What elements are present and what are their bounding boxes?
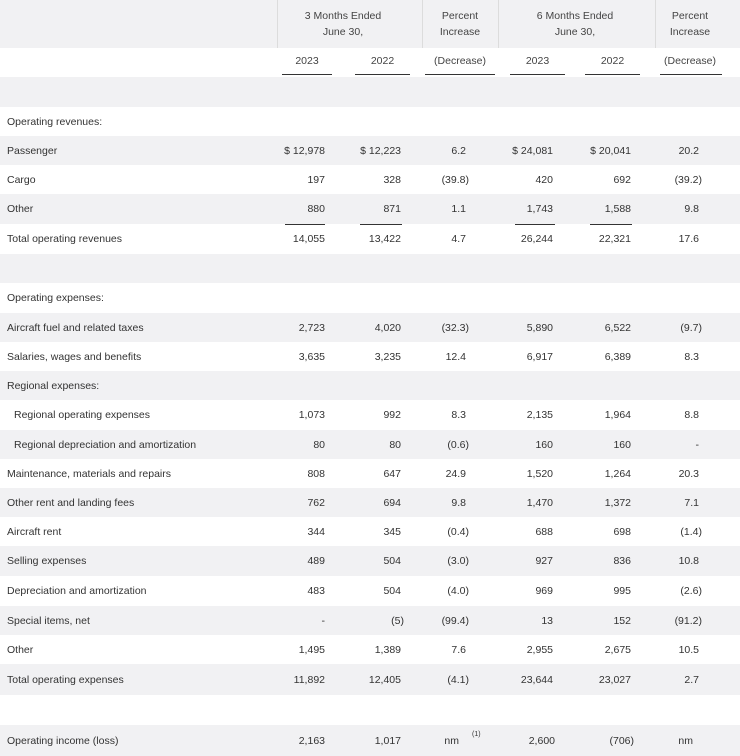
row-label: Regional depreciation and amortization bbox=[14, 438, 197, 451]
cell-3m-pct: 7.6 bbox=[451, 643, 466, 656]
header-group-6m bbox=[530, 8, 620, 40]
cell-3m-2023: 14,055 bbox=[292, 233, 325, 245]
table-row bbox=[0, 313, 740, 342]
row-label: Depreciation and amortization bbox=[7, 585, 147, 597]
row-label: Cargo bbox=[7, 173, 36, 186]
table-row bbox=[0, 576, 740, 606]
header-label: Percent bbox=[671, 10, 709, 22]
cell-3m-pct: (3.0) bbox=[447, 555, 469, 567]
spacer-row bbox=[0, 254, 740, 283]
row-label: Other bbox=[7, 203, 34, 215]
cell-6m-2022: 1,264 bbox=[604, 467, 631, 480]
header-label: 3 Months Ended bbox=[304, 10, 382, 22]
cell-6m-2022: 6,522 bbox=[604, 321, 631, 334]
cell-6m-2023: 5,890 bbox=[526, 321, 553, 334]
row-label: Regional expenses: bbox=[7, 379, 100, 392]
cell-6m-pct: 2.7 bbox=[684, 673, 699, 686]
row-label: Aircraft fuel and related taxes bbox=[7, 321, 144, 334]
row-label: Operating revenues: bbox=[7, 115, 103, 128]
table-row bbox=[0, 400, 740, 430]
cell-3m-2022: 1,389 bbox=[374, 643, 401, 656]
cell-3m-2023: 762 bbox=[307, 496, 325, 509]
cell-3m-pct: (4.1) bbox=[447, 673, 469, 686]
cell-6m-2022: 2,675 bbox=[604, 643, 631, 656]
table-row bbox=[0, 165, 740, 194]
cell-6m-2022: 836 bbox=[613, 555, 631, 567]
row-label: Selling expenses bbox=[7, 555, 87, 567]
cell-6m-2022: 1,588 bbox=[604, 203, 631, 215]
cell-3m-pct: 6.2 bbox=[451, 144, 466, 157]
row-label: Maintenance, materials and repairs bbox=[7, 467, 172, 480]
cell-3m-2022: 3,235 bbox=[374, 350, 401, 363]
table-row bbox=[0, 459, 740, 488]
row-label: Total operating revenues bbox=[7, 233, 122, 245]
cell-6m-2023: 26,244 bbox=[520, 233, 553, 245]
cell-6m-pct: 10.5 bbox=[678, 643, 699, 656]
cell-6m-2022: (706) bbox=[609, 734, 634, 747]
cell-6m-2022: 698 bbox=[613, 525, 631, 538]
cell-6m-pct: (1.4) bbox=[680, 525, 702, 538]
cell-3m-2023: - bbox=[321, 614, 325, 627]
header-label: Percent bbox=[441, 10, 479, 22]
header-label: 6 Months Ended bbox=[536, 10, 614, 22]
cell-6m-2023: 927 bbox=[535, 555, 553, 567]
row-label: Other bbox=[7, 643, 34, 656]
col-header-3m-2023: 2023 bbox=[295, 55, 319, 67]
header-group-3m bbox=[300, 8, 386, 40]
cell-6m-2023: 160 bbox=[535, 438, 553, 451]
cell-6m-pct: (2.6) bbox=[680, 585, 702, 597]
cell-6m-2022: 1,372 bbox=[604, 496, 631, 509]
cell-6m-2022: 995 bbox=[613, 585, 631, 597]
cell-6m-2023: 688 bbox=[535, 525, 553, 538]
cell-6m-2022: 6,389 bbox=[604, 350, 631, 363]
cell-6m-pct: - bbox=[695, 438, 699, 451]
cell-6m-2022: 1,964 bbox=[604, 409, 631, 421]
cell-3m-2023: 344 bbox=[307, 525, 325, 538]
cell-6m-2023: 420 bbox=[535, 173, 553, 186]
cell-6m-pct: 20.3 bbox=[678, 467, 699, 480]
cell-6m-2023: 13 bbox=[541, 614, 553, 627]
cell-6m-2023: $ 24,081 bbox=[512, 144, 553, 157]
col-header-6m-2023: 2023 bbox=[525, 55, 550, 67]
cell-3m-2022: 504 bbox=[383, 555, 401, 567]
cell-3m-2022: 647 bbox=[383, 467, 401, 480]
cell-3m-2023: 1,495 bbox=[298, 643, 325, 656]
cell-3m-2023: 3,635 bbox=[298, 350, 325, 363]
row-label: Operating income (loss) bbox=[7, 734, 119, 747]
cell-3m-2022: 345 bbox=[383, 525, 401, 538]
table-row bbox=[0, 635, 740, 664]
cell-3m-2022: 992 bbox=[383, 409, 401, 421]
cell-3m-2022: $ 12,223 bbox=[360, 144, 401, 157]
table-row bbox=[0, 517, 740, 546]
cell-3m-2022: 1,017 bbox=[374, 734, 401, 747]
cell-6m-2022: 152 bbox=[613, 614, 631, 627]
cell-3m-pct: (0.6) bbox=[447, 438, 469, 451]
cell-6m-2022: $ 20,041 bbox=[590, 144, 631, 157]
table-row bbox=[0, 546, 740, 576]
cell-3m-2022: 4,020 bbox=[374, 321, 401, 334]
table-row bbox=[0, 725, 740, 756]
cell-3m-2023: 2,163 bbox=[298, 734, 325, 747]
table-row bbox=[0, 342, 740, 371]
header-label: June 30, bbox=[322, 26, 364, 38]
cell-3m-pct: 24.9 bbox=[445, 467, 466, 480]
cell-6m-pct: (39.2) bbox=[674, 173, 702, 186]
cell-3m-2022: 871 bbox=[383, 203, 401, 215]
cell-3m-2023: 808 bbox=[307, 467, 325, 480]
cell-6m-2023: 1,520 bbox=[526, 467, 553, 480]
row-label: Operating expenses: bbox=[7, 292, 104, 304]
cell-6m-2023: 2,600 bbox=[528, 734, 555, 747]
table-row bbox=[0, 371, 740, 400]
cell-3m-2022: 12,405 bbox=[368, 673, 401, 686]
cell-3m-pct: nm bbox=[444, 734, 459, 747]
cell-6m-2023: 1,470 bbox=[526, 496, 553, 509]
col-header-3m-pct: (Decrease) bbox=[434, 55, 486, 67]
cell-6m-2023: 969 bbox=[535, 585, 553, 597]
cell-6m-pct: 9.8 bbox=[684, 203, 699, 215]
cell-6m-2022: 22,321 bbox=[598, 233, 631, 245]
cell-3m-pct: 8.3 bbox=[451, 409, 466, 421]
cell-3m-2022: 694 bbox=[383, 496, 401, 509]
cell-6m-pct: nm bbox=[678, 734, 693, 747]
cell-6m-pct: 8.3 bbox=[684, 350, 699, 363]
row-label: Special items, net bbox=[7, 614, 90, 627]
table-row bbox=[0, 664, 740, 695]
table-row bbox=[0, 488, 740, 517]
cell-6m-pct: (9.7) bbox=[680, 321, 702, 334]
cell-6m-2023: 1,743 bbox=[526, 203, 553, 215]
cell-3m-pct: (39.8) bbox=[441, 173, 469, 186]
cell-3m-2023: 11,892 bbox=[293, 673, 325, 686]
header-label: June 30, bbox=[554, 26, 596, 38]
cell-3m-2023: $ 12,978 bbox=[284, 144, 325, 157]
cell-6m-pct: 17.6 bbox=[678, 233, 699, 245]
cell-3m-2023: 483 bbox=[307, 585, 325, 597]
cell-3m-2023: 197 bbox=[307, 173, 325, 186]
row-label: Other rent and landing fees bbox=[7, 496, 135, 509]
cell-6m-pct: (91.2) bbox=[674, 614, 702, 627]
spacer-row bbox=[0, 695, 740, 725]
table-row bbox=[0, 136, 740, 165]
row-label: Regional operating expenses bbox=[14, 409, 151, 421]
cell-3m-2022: 328 bbox=[383, 173, 401, 186]
cell-3m-pct: (0.4) bbox=[447, 525, 469, 538]
cell-3m-pct: 9.8 bbox=[451, 496, 466, 509]
cell-3m-2022: 13,422 bbox=[368, 233, 401, 245]
cell-3m-2022: 80 bbox=[389, 438, 401, 451]
cell-3m-pct: (4.0) bbox=[447, 585, 469, 597]
row-label: Total operating expenses bbox=[7, 673, 124, 686]
cell-6m-pct: 20.2 bbox=[678, 144, 699, 157]
cell-3m-pct: 4.7 bbox=[451, 233, 466, 245]
cell-6m-2023: 23,644 bbox=[520, 673, 553, 686]
spacer-row bbox=[0, 77, 740, 107]
table-row bbox=[0, 430, 740, 459]
cell-3m-pct: (32.3) bbox=[441, 321, 469, 334]
col-header-6m-pct: (Decrease) bbox=[664, 55, 716, 67]
cell-6m-pct: 7.1 bbox=[684, 496, 699, 509]
table-row bbox=[0, 283, 740, 313]
table-row bbox=[0, 606, 740, 635]
cell-6m-pct: 10.8 bbox=[678, 555, 699, 567]
table-row bbox=[0, 224, 740, 254]
header-group-pct2 bbox=[655, 8, 725, 40]
header-label: Increase bbox=[669, 26, 711, 38]
cell-3m-pct: (99.4) bbox=[441, 614, 469, 627]
cell-3m-2022: (5) bbox=[391, 614, 404, 627]
cell-3m-pct: 1.1 bbox=[451, 203, 466, 215]
header-group-pct1 bbox=[425, 8, 495, 40]
cell-6m-2022: 692 bbox=[613, 173, 631, 186]
row-label: Salaries, wages and benefits bbox=[7, 350, 142, 363]
row-label: Passenger bbox=[7, 144, 58, 157]
cell-3m-2023: 880 bbox=[307, 203, 325, 215]
cell-3m-2023: 2,723 bbox=[298, 321, 325, 334]
col-header-3m-2022: 2022 bbox=[370, 55, 395, 67]
table-row bbox=[0, 194, 740, 224]
cell-6m-2023: 2,955 bbox=[526, 643, 553, 656]
cell-3m-2023: 80 bbox=[313, 438, 325, 451]
cell-3m-2023: 489 bbox=[307, 555, 325, 567]
row-label: Aircraft rent bbox=[7, 525, 62, 538]
cell-3m-pct: 12.4 bbox=[445, 350, 466, 363]
cell-6m-2023: 2,135 bbox=[526, 409, 553, 421]
cell-3m-2022: 504 bbox=[383, 585, 401, 597]
cell-6m-2023: 6,917 bbox=[526, 350, 553, 363]
cell-6m-pct: 8.8 bbox=[684, 409, 699, 421]
cell-6m-2022: 23,027 bbox=[598, 673, 631, 686]
cell-3m-2023: 1,073 bbox=[298, 409, 325, 421]
cell-6m-2022: 160 bbox=[613, 438, 631, 451]
footnote-marker: (1) bbox=[472, 731, 481, 738]
header-label: Increase bbox=[439, 26, 481, 38]
table-row bbox=[0, 107, 740, 136]
col-header-6m-2022: 2022 bbox=[600, 55, 625, 67]
